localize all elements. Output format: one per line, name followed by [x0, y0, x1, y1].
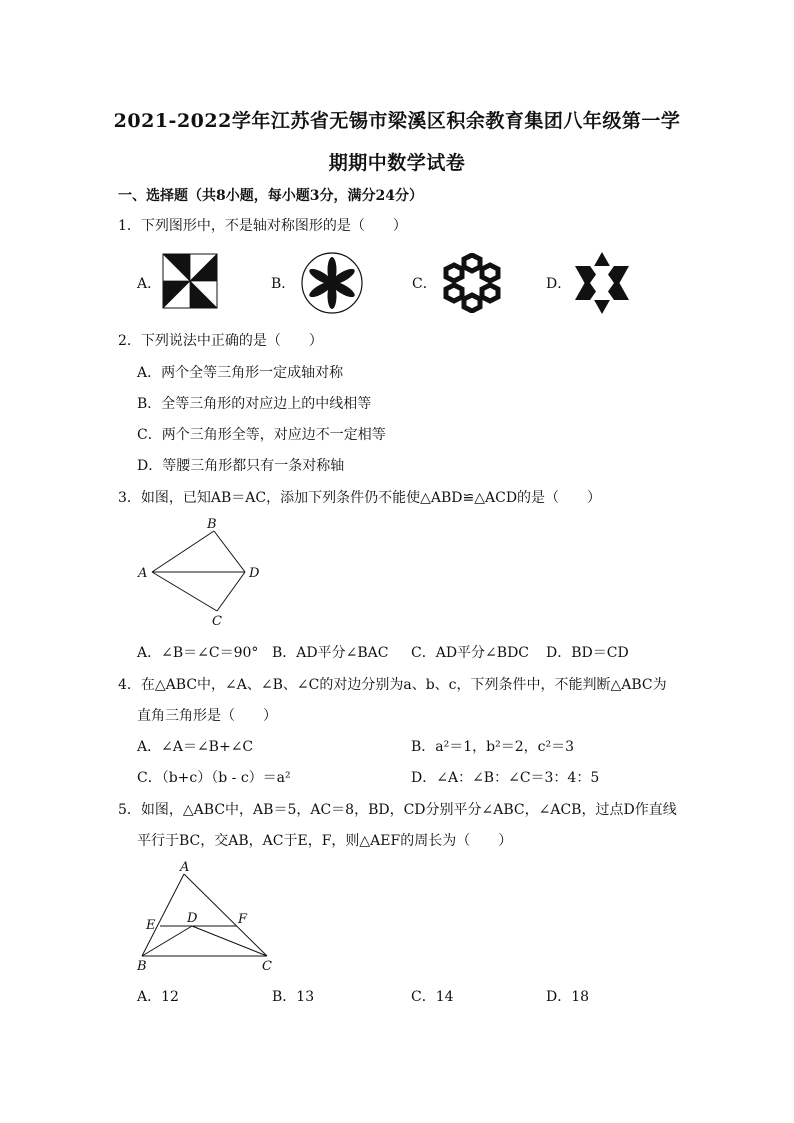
- q2-stem: 2．下列说法中正确的是（ ）: [118, 333, 323, 349]
- q2-option-c[interactable]: C．两个三角形全等，对应边不一定相等: [137, 427, 386, 443]
- exam-title-line2: 期期中数学试卷: [328, 152, 466, 174]
- q5-option-d[interactable]: D．18: [546, 989, 590, 1005]
- exam-title-line1: 2021-2022学年江苏省无锡市梁溪区积余教育集团八年级第一学: [113, 110, 681, 132]
- q3-label-c: C: [212, 614, 222, 629]
- q5-label-f: F: [238, 912, 248, 927]
- q5-triangle-figure: [132, 860, 282, 975]
- q5-option-c[interactable]: C．14: [411, 989, 454, 1005]
- q5-stem-line2: 平行于BC，交AB，AC于E，F，则△AEF的周长为（ ）: [137, 833, 513, 849]
- q3-option-d[interactable]: D．BD＝CD: [546, 645, 629, 661]
- q4-option-d[interactable]: D．∠A：∠B：∠C＝3：4：5: [411, 770, 600, 786]
- pinwheel-figure: [162, 253, 218, 309]
- q4-stem-line1: 4．在△ABC中，∠A、∠B、∠C的对边分别为a、b、c，下列条件中，不能判断△ABC为: [118, 677, 667, 693]
- q4-option-b[interactable]: B．a²＝1，b²＝2，c²＝3: [411, 739, 574, 755]
- q3-label-b: B: [207, 517, 217, 532]
- q1-option-d-label[interactable]: D．: [546, 276, 572, 292]
- q1-option-c-label[interactable]: C．: [412, 276, 437, 292]
- q5-label-e: E: [146, 918, 156, 933]
- q3-label-d: D: [249, 566, 260, 581]
- q2-option-b[interactable]: B．全等三角形的对应边上的中线相等: [137, 396, 372, 412]
- hexagon-ring-figure: [440, 253, 504, 313]
- q1-option-b-label[interactable]: B．: [271, 276, 296, 292]
- q4-stem-line2: 直角三角形是（ ）: [137, 708, 277, 724]
- six-point-star-figure: [571, 250, 633, 316]
- flower-circle-figure: [300, 251, 364, 315]
- q3-label-a: A: [138, 566, 148, 581]
- q2-option-d[interactable]: D．等腰三角形都只有一条对称轴: [137, 458, 345, 474]
- q3-quadrilateral-figure: [132, 515, 272, 630]
- section-heading: 一、选择题（共8小题，每小题3分，满分24分）: [118, 188, 423, 204]
- q4-option-c[interactable]: C．（b+c）（b - c）＝a²: [137, 770, 291, 786]
- q5-option-b[interactable]: B．13: [272, 989, 315, 1005]
- q3-stem: 3．如图，已知AB＝AC，添加下列条件仍不能使△ABD≌△ACD的是（ ）: [118, 490, 602, 506]
- q5-label-c: C: [262, 959, 272, 974]
- q5-option-a[interactable]: A．12: [137, 989, 179, 1005]
- q1-stem: 1．下列图形中，不是轴对称图形的是（ ）: [118, 218, 407, 234]
- q2-option-a[interactable]: A．两个全等三角形一定成轴对称: [137, 365, 344, 381]
- q5-label-d: D: [187, 911, 198, 926]
- q5-stem-line1: 5．如图，△ABC中，AB＝5，AC＝8，BD，CD分别平分∠ABC，∠ACB，过点D作直线: [118, 802, 677, 818]
- q3-option-c[interactable]: C．AD平分∠BDC: [411, 645, 530, 661]
- q3-option-a[interactable]: A．∠B＝∠C＝90°: [137, 645, 259, 661]
- q4-option-a[interactable]: A．∠A＝∠B+∠C: [137, 739, 254, 755]
- q5-label-a: A: [180, 860, 190, 875]
- q3-option-b[interactable]: B．AD平分∠BAC: [272, 645, 389, 661]
- q5-label-b: B: [137, 959, 147, 974]
- q1-option-a-label[interactable]: A．: [137, 276, 162, 292]
